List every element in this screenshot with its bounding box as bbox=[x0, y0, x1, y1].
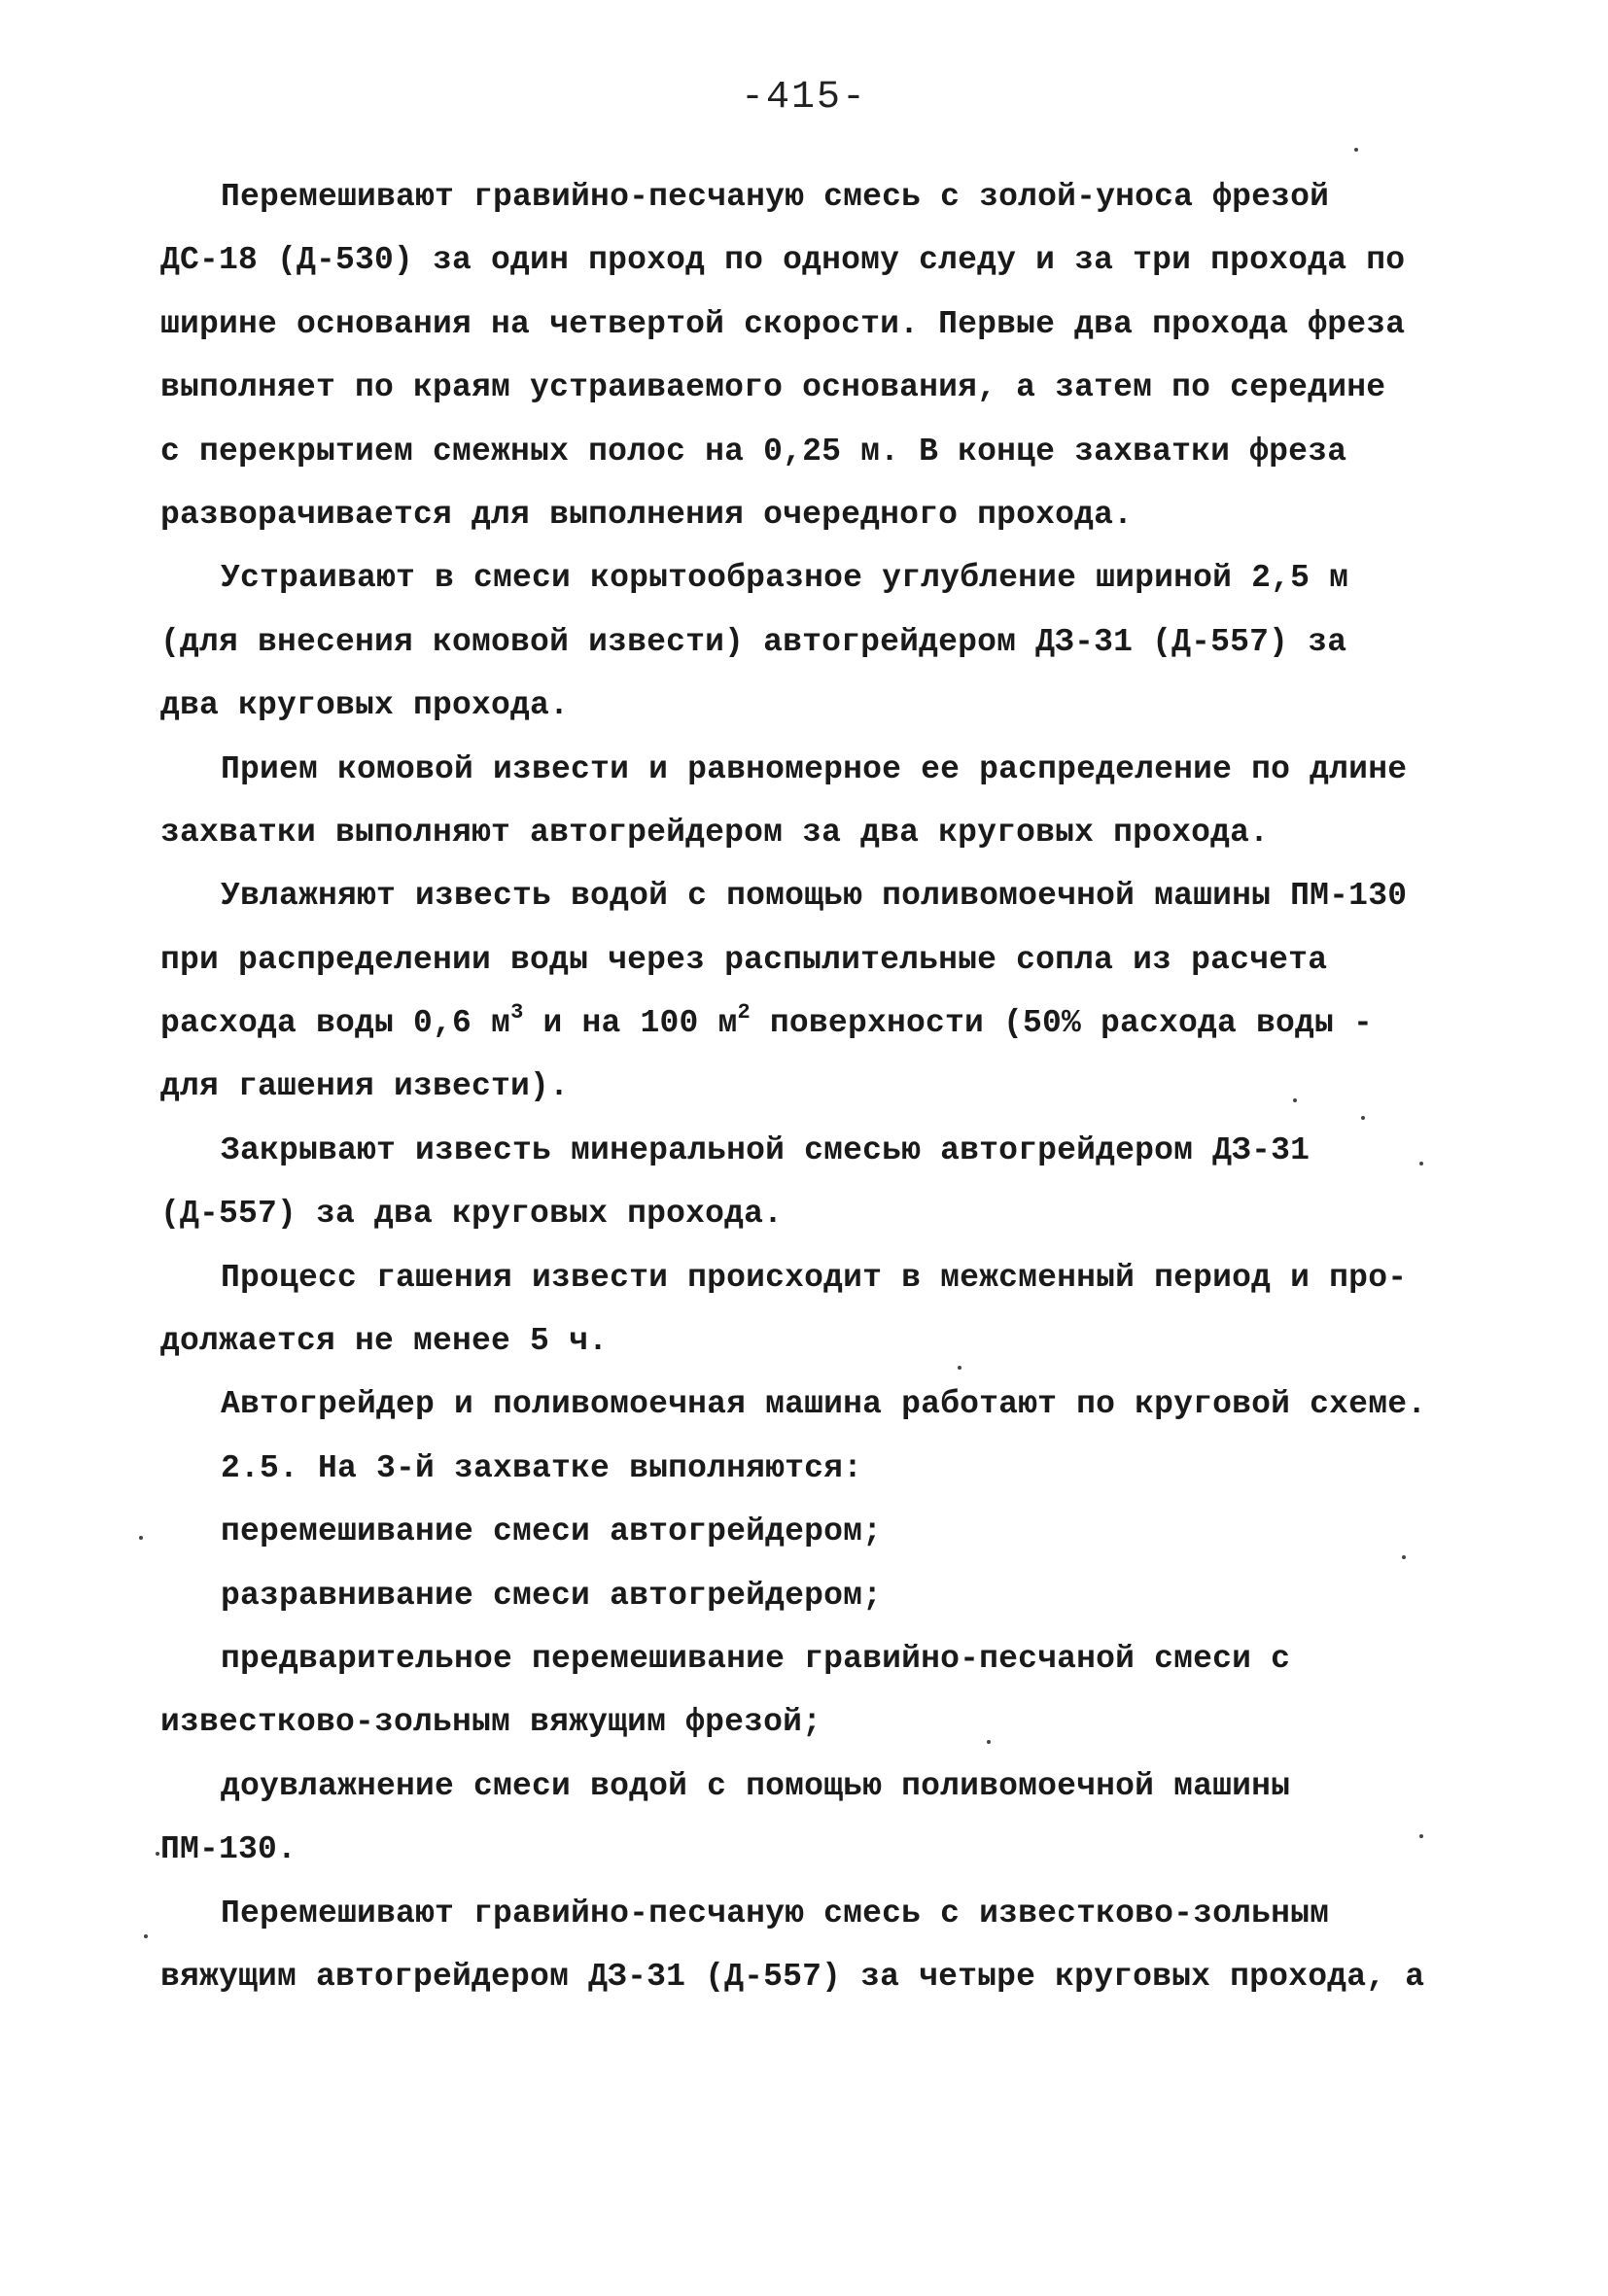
scan-speck bbox=[958, 1366, 961, 1370]
text-line: ДС-18 (Д-530) за один проход по одному следу и за три прохода по bbox=[160, 242, 1406, 279]
text-line: (для внесения комовой извести) автогрейдером ДЗ-31 (Д-557) за bbox=[160, 623, 1347, 660]
text-segment: поверхности (50% расхода воды - bbox=[750, 1005, 1374, 1042]
scan-speck bbox=[1361, 1116, 1365, 1120]
scan-speck bbox=[987, 1740, 991, 1744]
list-item bbox=[160, 1500, 1463, 1563]
text-line: разворачивается для выполнения очередного прохода. bbox=[160, 496, 1134, 533]
text-line: два круговых прохода. bbox=[160, 687, 570, 724]
paragraph bbox=[160, 546, 1463, 737]
text-segment: и на 100 м bbox=[523, 1005, 738, 1042]
text-line-with-superscripts bbox=[160, 991, 1463, 1055]
list-item bbox=[160, 1564, 1463, 1627]
text-line: перемешивание смеси автогрейдером; bbox=[221, 1513, 883, 1550]
text-line: ПМ-130. bbox=[160, 1831, 297, 1868]
superscript: 3 bbox=[510, 1000, 524, 1026]
text-line: Перемешивают гравийно-песчаную смесь с известково-зольным bbox=[221, 1895, 1330, 1931]
text-line: для гашения извести). bbox=[160, 1068, 570, 1105]
list-item bbox=[160, 1755, 1463, 1882]
text-line: выполняет по краям устраиваемого основания, а затем по середине bbox=[160, 369, 1386, 406]
text-line: Устраивают в смеси корытообразное углубление шириной 2,5 м bbox=[221, 560, 1349, 597]
paragraph bbox=[160, 1882, 1463, 2009]
text-line: Увлажняют известь водой с помощью поливомоечной машины ПМ-130 bbox=[221, 878, 1408, 915]
scan-speck bbox=[156, 1852, 159, 1856]
scan-speck bbox=[1419, 1834, 1423, 1838]
text-line: Автогрейдер и поливомоечная машина работают по круговой схеме. bbox=[221, 1386, 1427, 1423]
text-line: должается не менее 5 ч. bbox=[160, 1323, 609, 1360]
paragraph bbox=[160, 165, 1463, 546]
scan-speck bbox=[1293, 1098, 1297, 1102]
text-line: Прием комовой извести и равномерное ее распределение по длине bbox=[221, 750, 1408, 787]
text-line: вяжущим автогрейдером ДЗ-31 (Д-557) за четыре круговых прохода, а bbox=[160, 1958, 1425, 1995]
text-line: известково-зольным вяжущим фрезой; bbox=[160, 1704, 822, 1741]
text-line: захватки выполняют автогрейдером за два круговых прохода. bbox=[160, 814, 1270, 851]
paragraph bbox=[160, 1373, 1463, 1436]
text-line: ширине основания на четвертой скорости. Первые два прохода фреза bbox=[160, 305, 1406, 342]
text-line: (Д-557) за два круговых прохода. bbox=[160, 1196, 784, 1233]
text-segment: расхода воды 0,6 м bbox=[160, 1005, 511, 1042]
scan-speck bbox=[144, 1934, 148, 1938]
paragraph bbox=[160, 864, 1463, 1119]
paragraph bbox=[160, 1246, 1463, 1374]
scan-speck bbox=[1419, 1162, 1423, 1165]
paragraph bbox=[160, 738, 1463, 865]
section-heading bbox=[160, 1437, 1463, 1500]
scan-speck bbox=[1402, 1555, 1406, 1559]
text-line: при распределении воды через распылительные сопла из расчета bbox=[160, 941, 1328, 978]
text-line: 2.5. На 3-й захватке выполняются: bbox=[221, 1449, 863, 1486]
list-item bbox=[160, 1627, 1463, 1755]
scan-speck bbox=[139, 1536, 143, 1540]
text-line: доувлажнение смеси водой с помощью поливомоечной машины bbox=[221, 1767, 1291, 1804]
text-line: с перекрытием смежных полос на 0,25 м. В конце захватки фреза bbox=[160, 433, 1347, 470]
text-line: Закрывают известь минеральной смесью автогрейдером ДЗ-31 bbox=[221, 1131, 1311, 1168]
body-text bbox=[160, 165, 1463, 2008]
text-line: предварительное перемешивание гравийно-песчаной смеси с bbox=[221, 1640, 1291, 1677]
scan-speck bbox=[1354, 148, 1358, 152]
text-line: Процесс гашения извести происходит в межсменный период и про- bbox=[221, 1259, 1408, 1296]
text-line: разравнивание смеси автогрейдером; bbox=[221, 1577, 883, 1614]
text-line: Перемешивают гравийно-песчаную смесь с золой-уноса фрезой bbox=[221, 179, 1330, 215]
page-number: -415- bbox=[740, 76, 868, 120]
superscript: 2 bbox=[737, 1000, 751, 1026]
paragraph bbox=[160, 1119, 1463, 1246]
